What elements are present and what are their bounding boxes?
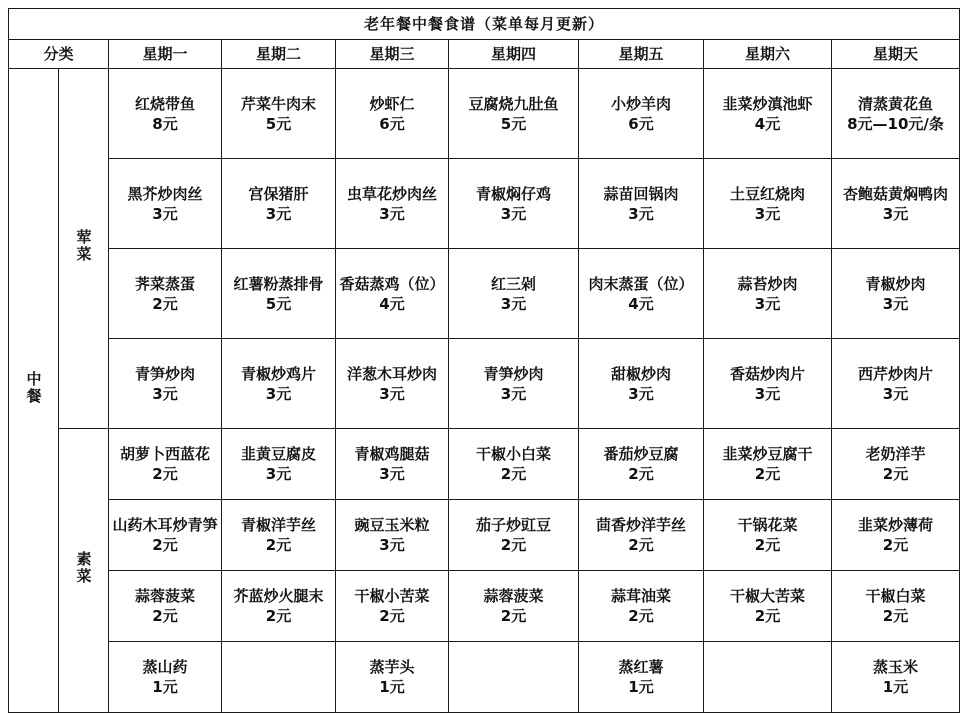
dish-price: 5元 [265, 294, 292, 313]
dish-name: 清蒸黄花鱼 [858, 94, 934, 113]
dish-cell [579, 571, 704, 642]
dish-cell [704, 249, 832, 339]
dish-name: 宫保猪肝 [248, 184, 309, 203]
dish-cell [579, 159, 704, 249]
dish-name: 荠菜蒸蛋 [134, 274, 195, 293]
dish-price: 2元 [882, 536, 909, 554]
dish-cell [449, 69, 579, 159]
dish-name: 西芹炒肉片 [858, 364, 934, 383]
dish-price: 2元 [500, 607, 527, 625]
dish-name: 芥蓝炒火腿末 [233, 587, 324, 605]
dish-name: 青椒洋芋丝 [240, 516, 316, 534]
dish-name: 虫草花炒肉丝 [346, 184, 437, 203]
dish-name: 干锅花菜 [737, 516, 798, 534]
dish-cell [336, 249, 449, 339]
dish-price: 3元 [882, 294, 909, 313]
dish-cell [832, 339, 960, 429]
dish-cell [109, 642, 222, 713]
dish-price: 8元 [152, 114, 178, 133]
dish-cell [222, 500, 336, 571]
dish-cell [704, 339, 832, 429]
dish-price: 2元 [152, 607, 178, 625]
dish-name: 红薯粉蒸排骨 [233, 274, 324, 293]
dish-price: 2元 [152, 536, 178, 554]
dish-cell [579, 500, 704, 571]
day-header-sat: 星期六 [704, 40, 832, 69]
meal-label-text: 中餐 [24, 371, 43, 405]
day-header-mon: 星期一 [109, 40, 222, 69]
dish-cell [109, 500, 222, 571]
dish-price: 4元 [754, 114, 781, 133]
category-vegetable [59, 429, 109, 713]
dish-cell [109, 159, 222, 249]
dish-name: 红烧带鱼 [134, 94, 195, 113]
dish-name: 豌豆玉米粒 [354, 516, 430, 534]
menu-row [9, 500, 960, 571]
dish-name: 蒸山药 [142, 658, 188, 676]
day-header-fri: 星期五 [579, 40, 704, 69]
dish-price: 3元 [152, 204, 178, 223]
dish-price: 3元 [882, 204, 909, 223]
meal-label [9, 69, 59, 713]
dish-price: 1元 [882, 678, 909, 696]
dish-name: 韭菜炒滇池虾 [722, 94, 813, 113]
dish-cell [109, 571, 222, 642]
dish-price: 3元 [379, 204, 405, 223]
dish-cell [449, 642, 579, 713]
dish-name: 番茄炒豆腐 [603, 445, 679, 463]
dish-price: 2元 [500, 536, 527, 554]
dish-price: 5元 [500, 114, 527, 133]
dish-name: 甜椒炒肉 [610, 364, 671, 383]
dish-name: 青笋炒肉 [134, 364, 195, 383]
dish-price: 3元 [500, 204, 527, 223]
dish-cell [449, 500, 579, 571]
day-header-wed: 星期三 [336, 40, 449, 69]
dish-price: 3元 [379, 384, 405, 403]
dish-name: 青椒炒肉 [865, 274, 926, 293]
menu-row [9, 571, 960, 642]
dish-cell [449, 159, 579, 249]
dish-price: 4元 [628, 294, 654, 313]
dish-cell [336, 429, 449, 500]
dish-cell [449, 571, 579, 642]
dish-cell [832, 500, 960, 571]
dish-cell [832, 429, 960, 500]
dish-cell [832, 249, 960, 339]
dish-cell [832, 571, 960, 642]
dish-cell [579, 69, 704, 159]
dish-price: 8元—10元/条 [847, 114, 944, 133]
dish-cell [109, 249, 222, 339]
dish-price: 3元 [628, 384, 654, 403]
dish-price: 2元 [628, 465, 654, 483]
dish-cell [222, 571, 336, 642]
dish-cell [704, 69, 832, 159]
dish-cell [336, 339, 449, 429]
dish-name: 豆腐烧九肚鱼 [468, 94, 559, 113]
dish-price: 2元 [882, 465, 909, 483]
dish-price: 3元 [882, 384, 909, 403]
category-header: 分类 [9, 40, 109, 69]
dish-name: 蒜苗回锅肉 [603, 184, 679, 203]
dish-price: 3元 [265, 384, 292, 403]
dish-price: 3元 [754, 384, 781, 403]
category-meat [59, 69, 109, 429]
dish-cell [109, 429, 222, 500]
dish-price: 2元 [628, 607, 654, 625]
dish-price: 2元 [500, 465, 527, 483]
menu-row [9, 69, 960, 159]
dish-name: 蒜茸油菜 [610, 587, 671, 605]
dish-name: 蒜蓉菠菜 [134, 587, 195, 605]
dish-cell [579, 642, 704, 713]
dish-price: 2元 [152, 294, 178, 313]
dish-name: 杏鲍菇黄焖鸭肉 [843, 184, 949, 203]
dish-price: 2元 [882, 607, 909, 625]
dish-cell [832, 159, 960, 249]
dish-price: 3元 [754, 294, 781, 313]
dish-name: 胡萝卜西蓝花 [119, 445, 210, 463]
dish-price: 3元 [152, 384, 178, 403]
dish-name: 韭黄豆腐皮 [240, 445, 316, 463]
dish-price: 6元 [628, 114, 654, 133]
dish-name: 青笋炒肉 [483, 364, 544, 383]
dish-price: 4元 [379, 294, 405, 313]
dish-name: 蒸红薯 [618, 658, 664, 676]
dish-name: 炒虾仁 [369, 94, 415, 113]
dish-name: 青椒炒鸡片 [240, 364, 316, 383]
dish-price: 2元 [379, 607, 405, 625]
dish-cell [109, 339, 222, 429]
dish-price: 3元 [754, 204, 781, 223]
dish-cell [336, 159, 449, 249]
dish-cell [222, 159, 336, 249]
dish-cell [336, 69, 449, 159]
dish-name: 山药木耳炒青笋 [112, 516, 218, 534]
dish-name: 香菇蒸鸡（位） [339, 274, 445, 293]
dish-price: 1元 [379, 678, 405, 696]
dish-cell [704, 429, 832, 500]
menu-table [8, 8, 960, 713]
dish-name: 茴香炒洋芋丝 [595, 516, 686, 534]
dish-price: 3元 [628, 204, 654, 223]
dish-name: 香菇炒肉片 [729, 364, 805, 383]
dish-cell [449, 249, 579, 339]
dish-price: 5元 [265, 114, 292, 133]
dish-cell [832, 69, 960, 159]
dish-name: 青椒焖仔鸡 [475, 184, 551, 203]
dish-name: 洋葱木耳炒肉 [346, 364, 437, 383]
dish-name: 青椒鸡腿菇 [354, 445, 430, 463]
dish-cell [222, 429, 336, 500]
dish-cell [449, 339, 579, 429]
header-row [9, 40, 960, 69]
dish-name: 土豆红烧肉 [729, 184, 805, 203]
dish-price: 3元 [500, 384, 527, 403]
dish-price: 2元 [754, 465, 781, 483]
menu-title: 老年餐中餐食谱（菜单每月更新） [9, 9, 960, 40]
dish-name: 红三剁 [490, 274, 536, 293]
dish-cell [579, 249, 704, 339]
dish-price: 2元 [265, 607, 292, 625]
dish-cell [704, 500, 832, 571]
dish-name: 干椒白菜 [865, 587, 926, 605]
dish-price: 2元 [754, 536, 781, 554]
title-row [9, 9, 960, 40]
dish-price: 3元 [265, 204, 292, 223]
dish-name: 老奶洋芋 [865, 445, 926, 463]
day-header-thu: 星期四 [449, 40, 579, 69]
category-label: 荤菜 [74, 229, 93, 263]
dish-price: 2元 [628, 536, 654, 554]
dish-cell [579, 429, 704, 500]
dish-cell [832, 642, 960, 713]
dish-price: 2元 [152, 465, 178, 483]
dish-name: 黑芥炒肉丝 [127, 184, 203, 203]
dish-name: 干椒小白菜 [475, 445, 551, 463]
dish-cell [579, 339, 704, 429]
dish-price: 6元 [379, 114, 405, 133]
dish-name: 韭菜炒豆腐干 [722, 445, 813, 463]
dish-name: 肉末蒸蛋（位） [588, 274, 694, 293]
dish-cell [704, 571, 832, 642]
dish-price: 3元 [379, 536, 405, 554]
dish-cell [222, 249, 336, 339]
dish-cell [449, 429, 579, 500]
dish-price: 3元 [265, 465, 292, 483]
dish-name: 芹菜牛肉末 [240, 94, 316, 113]
dish-price: 1元 [628, 678, 654, 696]
dish-cell [704, 159, 832, 249]
dish-name: 韭菜炒薄荷 [858, 516, 934, 534]
dish-name: 干椒大苦菜 [729, 587, 805, 605]
dish-cell [336, 500, 449, 571]
category-label: 素菜 [74, 551, 93, 585]
menu-row [9, 642, 960, 713]
dish-name: 小炒羊肉 [610, 94, 671, 113]
dish-cell [336, 642, 449, 713]
dish-cell [222, 642, 336, 713]
dish-name: 干椒小苦菜 [354, 587, 430, 605]
day-header-sun: 星期天 [832, 40, 960, 69]
dish-price: 3元 [500, 294, 527, 313]
dish-cell [222, 339, 336, 429]
dish-name: 蒜蓉菠菜 [483, 587, 544, 605]
dish-cell [222, 69, 336, 159]
dish-name: 蒜苔炒肉 [737, 274, 798, 293]
dish-cell [109, 69, 222, 159]
dish-cell [704, 642, 832, 713]
dish-cell [336, 571, 449, 642]
dish-price: 2元 [265, 536, 292, 554]
menu-row [9, 339, 960, 429]
dish-price: 1元 [152, 678, 178, 696]
dish-price: 3元 [379, 465, 405, 483]
day-header-tue: 星期二 [222, 40, 336, 69]
dish-name: 蒸玉米 [873, 658, 919, 676]
menu-row [9, 249, 960, 339]
dish-name: 茄子炒豇豆 [475, 516, 551, 534]
menu-row [9, 159, 960, 249]
menu-row [9, 429, 960, 500]
menu-body [9, 69, 960, 713]
dish-name: 蒸芋头 [369, 658, 415, 676]
dish-price: 2元 [754, 607, 781, 625]
